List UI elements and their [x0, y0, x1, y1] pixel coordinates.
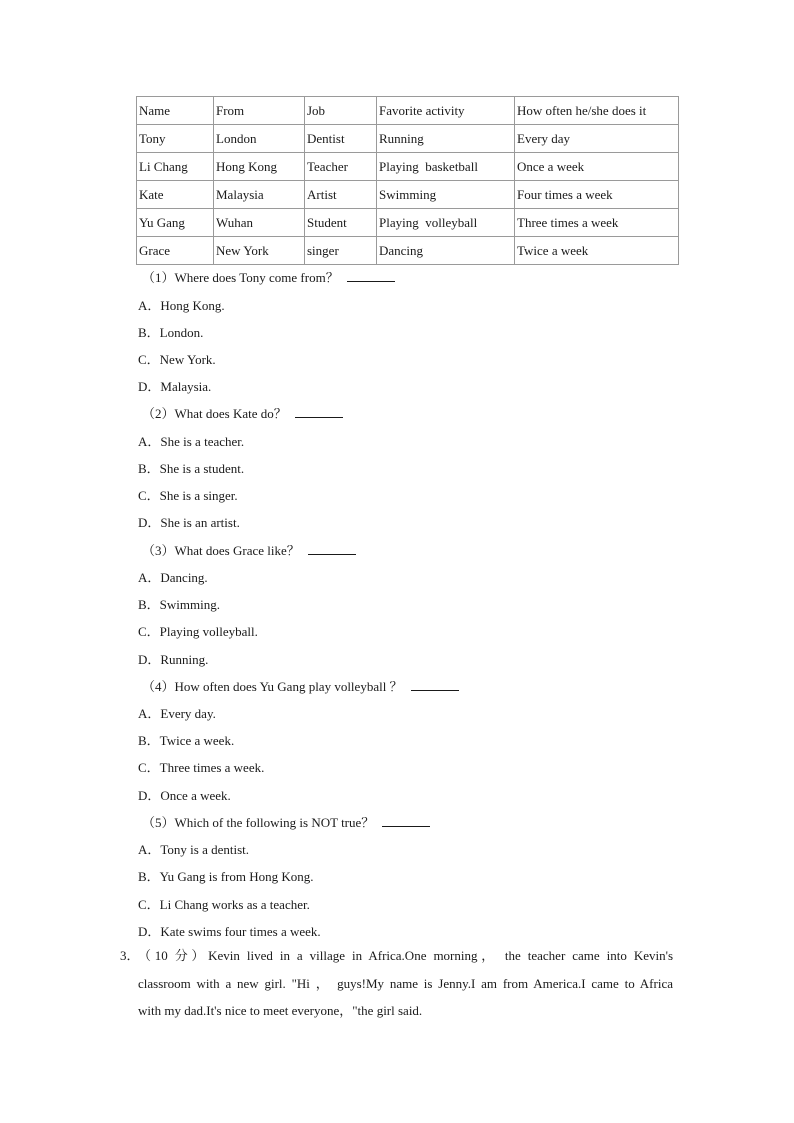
option[interactable]: D．Kate swims four times a week. [138, 924, 321, 939]
option[interactable]: C．She is a singer. [138, 488, 238, 503]
question-4 [142, 676, 459, 695]
table-cell: Playing basketball [377, 153, 515, 181]
table-cell: Twice a week [515, 237, 679, 265]
table-cell: Yu Gang [137, 209, 214, 237]
table-cell: singer [305, 237, 377, 265]
table-cell: London [214, 125, 305, 153]
option[interactable]: B．Twice a week. [138, 733, 235, 748]
header-cell: How often he/she does it [515, 97, 679, 125]
table-row [137, 209, 679, 237]
table-cell: Running [377, 125, 515, 153]
question-stem: （2）What does Kate do？ [142, 406, 287, 421]
table-cell: Grace [137, 237, 214, 265]
table-header-row [137, 97, 679, 125]
table-row [137, 237, 679, 265]
question-5 [142, 812, 430, 831]
table-cell: Artist [305, 181, 377, 209]
reading-passage [120, 942, 673, 1025]
option[interactable]: D．She is an artist. [138, 515, 240, 530]
table-cell: Teacher [305, 153, 377, 181]
header-cell: Favorite activity [377, 97, 515, 125]
table-cell: Swimming [377, 181, 515, 209]
table-cell: Student [305, 209, 377, 237]
question-1 [142, 267, 395, 286]
table-cell: Li Chang [137, 153, 214, 181]
header-cell: Job [305, 97, 377, 125]
question-stem: （5）Which of the following is NOT true？ [142, 815, 375, 830]
option[interactable]: A．She is a teacher. [138, 434, 245, 449]
table-row [137, 153, 679, 181]
question-stem: （3）What does Grace like？ [142, 543, 300, 558]
table-cell: Dentist [305, 125, 377, 153]
option[interactable]: C．Three times a week. [138, 760, 265, 775]
table-cell: Tony [137, 125, 214, 153]
option[interactable]: C．Playing volleyball. [138, 624, 258, 639]
table-cell: Hong Kong [214, 153, 305, 181]
table-cell: Wuhan [214, 209, 305, 237]
table-cell: Playing volleyball [377, 209, 515, 237]
passage-line: with my dad.It's nice to meet everyone，"the girl said. [138, 1003, 423, 1018]
header-cell: From [214, 97, 305, 125]
answer-blank[interactable] [347, 270, 395, 282]
option[interactable]: B．London. [138, 325, 204, 340]
question-number: 3． [120, 948, 140, 963]
passage-line: （10 分）Kevin lived in a village in Africa.One morning， the teacher came into Kevin's [138, 948, 673, 963]
option[interactable]: A．Tony is a dentist. [138, 842, 250, 857]
header-cell: Name [137, 97, 214, 125]
option[interactable]: C．Li Chang works as a teacher. [138, 897, 310, 912]
answer-blank[interactable] [382, 815, 430, 827]
passage-line: classroom with a new girl. "Hi ， guys!My name is Jenny.I am from America.I came to Africa [138, 975, 673, 991]
option[interactable]: A．Dancing. [138, 570, 208, 585]
table-cell: Kate [137, 181, 214, 209]
option[interactable]: C．New York. [138, 352, 216, 367]
option[interactable]: B．She is a student. [138, 461, 245, 476]
answer-blank[interactable] [295, 406, 343, 418]
option[interactable]: A．Hong Kong. [138, 298, 225, 313]
question-stem: （4）How often does Yu Gang play volleyball ？ [142, 679, 403, 694]
option[interactable]: D．Once a week. [138, 788, 231, 803]
table-cell: Every day [515, 125, 679, 153]
question-2 [142, 403, 343, 422]
answer-blank[interactable] [308, 543, 356, 555]
table-cell: Four times a week [515, 181, 679, 209]
option[interactable]: B．Swimming. [138, 597, 220, 612]
table-row [137, 181, 679, 209]
option[interactable]: D．Malaysia. [138, 379, 212, 394]
option[interactable]: B．Yu Gang is from Hong Kong. [138, 869, 314, 884]
question-stem: （1）Where does Tony come from？ [142, 270, 339, 285]
table-cell: Malaysia [214, 181, 305, 209]
question-3 [142, 540, 356, 559]
table-cell: New York [214, 237, 305, 265]
table-cell: Dancing [377, 237, 515, 265]
table-cell: Once a week [515, 153, 679, 181]
option[interactable]: A．Every day. [138, 706, 216, 721]
answer-blank[interactable] [411, 679, 459, 691]
option[interactable]: D．Running. [138, 652, 209, 667]
info-table [136, 96, 679, 265]
table-cell: Three times a week [515, 209, 679, 237]
table-row [137, 125, 679, 153]
